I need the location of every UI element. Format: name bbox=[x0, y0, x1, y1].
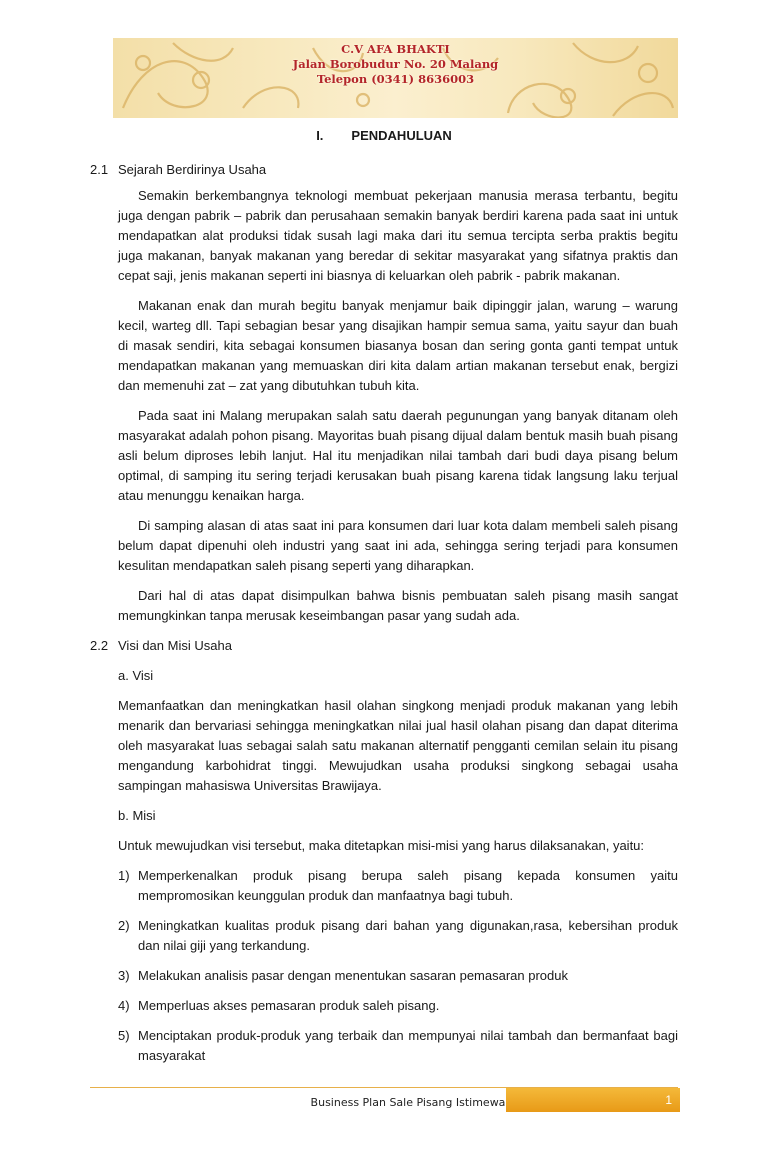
section-heading bbox=[90, 636, 678, 656]
paragraph: Dari hal di atas dapat disimpulkan bahwa bisnis pembuatan saleh pisang masih sangat memungkinkan tanpa merusak keseimbangan pasar yang sudah ada. bbox=[118, 588, 678, 623]
company-phone: Telepon (0341) 8636003 bbox=[316, 72, 475, 86]
list-number: 1) bbox=[118, 868, 130, 883]
section-number: 2.1 bbox=[90, 162, 109, 177]
chapter-heading bbox=[0, 128, 768, 144]
list-item bbox=[118, 996, 678, 1016]
list-item bbox=[118, 866, 678, 906]
section-heading bbox=[90, 160, 678, 180]
company-name: C.V AFA BHAKTI bbox=[341, 42, 450, 56]
footer-page-box bbox=[506, 1088, 680, 1112]
list-text: Memperluas akses pemasaran produk saleh pisang. bbox=[138, 998, 440, 1013]
visi-label: a. Visi bbox=[118, 668, 154, 683]
list-number: 5) bbox=[118, 1028, 130, 1043]
chapter-title: PENDAHULUAN bbox=[351, 128, 452, 143]
section-title: Sejarah Berdirinya Usaha bbox=[118, 162, 267, 177]
section-number: 2.2 bbox=[90, 638, 109, 653]
visi-text: Memanfaatkan dan meningkatkan hasil olahan singkong menjadi produk makanan yang lebih menarik dan bervariasi sehingga meningkatkan nilai jual hasil olahan pisang dan dapat diterima oleh masyarakat luas sebagai salah satu makanan alternatif pengganti cemilan selain itu pisang mengandung karbohidrat tinggi. Mewujudkan usaha produksi singkong sebagai usaha sampingan mahasiswa Universitas Brawijaya. bbox=[118, 698, 678, 793]
paragraph: Di samping alasan di atas saat ini para konsumen dari luar kota dalam membeli saleh pisang belum dapat dipenuhi oleh industri yang saat ini ada, sehingga sering terjadi para konsumen kesulitan mendapatkan saleh pisang seperti yang diharapkan. bbox=[118, 518, 678, 573]
chapter-number: I. bbox=[316, 128, 324, 143]
list-text: Menciptakan produk-produk yang terbaik dan mempunyai nilai tambah dan bermanfaat bagi masyarakat bbox=[138, 1028, 678, 1063]
company-address: Jalan Borobudur No. 20 Malang bbox=[292, 57, 499, 71]
list-number: 2) bbox=[118, 918, 130, 933]
footer-title: Business Plan Sale Pisang Istimewa bbox=[310, 1096, 506, 1109]
misi-label: b. Misi bbox=[118, 808, 156, 823]
paragraph: Makanan enak dan murah begitu banyak menjamur baik dipinggir jalan, warung – warung kecil, warteg dll. Tapi sebagian besar yang disajikan hampir semua sama, yaitu sayur dan buah di masak sendiri, kita sebagai konsumen biasanya bosan dan sering gonta ganti tempat untuk mendapatkan makanan yang memuaskan diri kita dalam artian makanan tersebut enak, bergizi dan memenuhi zat – zat yang dibutuhkan tubuh kita. bbox=[118, 298, 678, 393]
page-number: 1 bbox=[665, 1093, 672, 1107]
list-item bbox=[118, 1026, 678, 1066]
list-number: 3) bbox=[118, 968, 130, 983]
list-item bbox=[118, 916, 678, 956]
misi-list bbox=[90, 866, 678, 1066]
section-title: Visi dan Misi Usaha bbox=[118, 638, 232, 653]
letterhead-banner bbox=[113, 38, 678, 118]
paragraph: Semakin berkembangnya teknologi membuat pekerjaan manusia merasa terbantu, begitu juga dengan pabrik – pabrik dan perusahaan semakin banyak berdiri karena pada saat ini untuk mendapatkan alat produksi tidak susah lagi maka dari itu semua tercipta serba praktis begitu juga makanan, banyak makanan yang beredar di sekitar masyarakat yang sifatnya praktis dan cepat saji, jenis makanan seperti ini biasnya di keluarkan oleh pabrik - pabrik makanan. bbox=[118, 188, 678, 283]
list-number: 4) bbox=[118, 998, 130, 1013]
document-body bbox=[90, 160, 678, 1066]
list-item bbox=[118, 966, 678, 986]
list-text: Memperkenalkan produk pisang berupa saleh pisang kepada konsumen yaitu mempromosikan keunggulan produk dan manfaatnya bagi tubuh. bbox=[138, 868, 678, 903]
paragraph: Pada saat ini Malang merupakan salah satu daerah pegunungan yang banyak ditanam oleh masyarakat adalah pohon pisang. Mayoritas buah pisang dijual dalam bentuk masih buah pisang asli belum diproses lebih lanjut. Hal itu menjadikan nilai tambah dari budi daya pisang belum optimal, di samping itu sering terjadi kerusakan buah pisang karena tidak langsung laku terjual atau menunggu kenaikan harga. bbox=[118, 408, 678, 503]
list-text: Melakukan analisis pasar dengan menentukan sasaran pemasaran produk bbox=[138, 968, 568, 983]
list-text: Meningkatkan kualitas produk pisang dari bahan yang digunakan,rasa, kebersihan produk dan nilai giji yang terkandung. bbox=[138, 918, 678, 953]
misi-intro: Untuk mewujudkan visi tersebut, maka ditetapkan misi-misi yang harus dilaksanakan, yaitu: bbox=[118, 838, 645, 853]
